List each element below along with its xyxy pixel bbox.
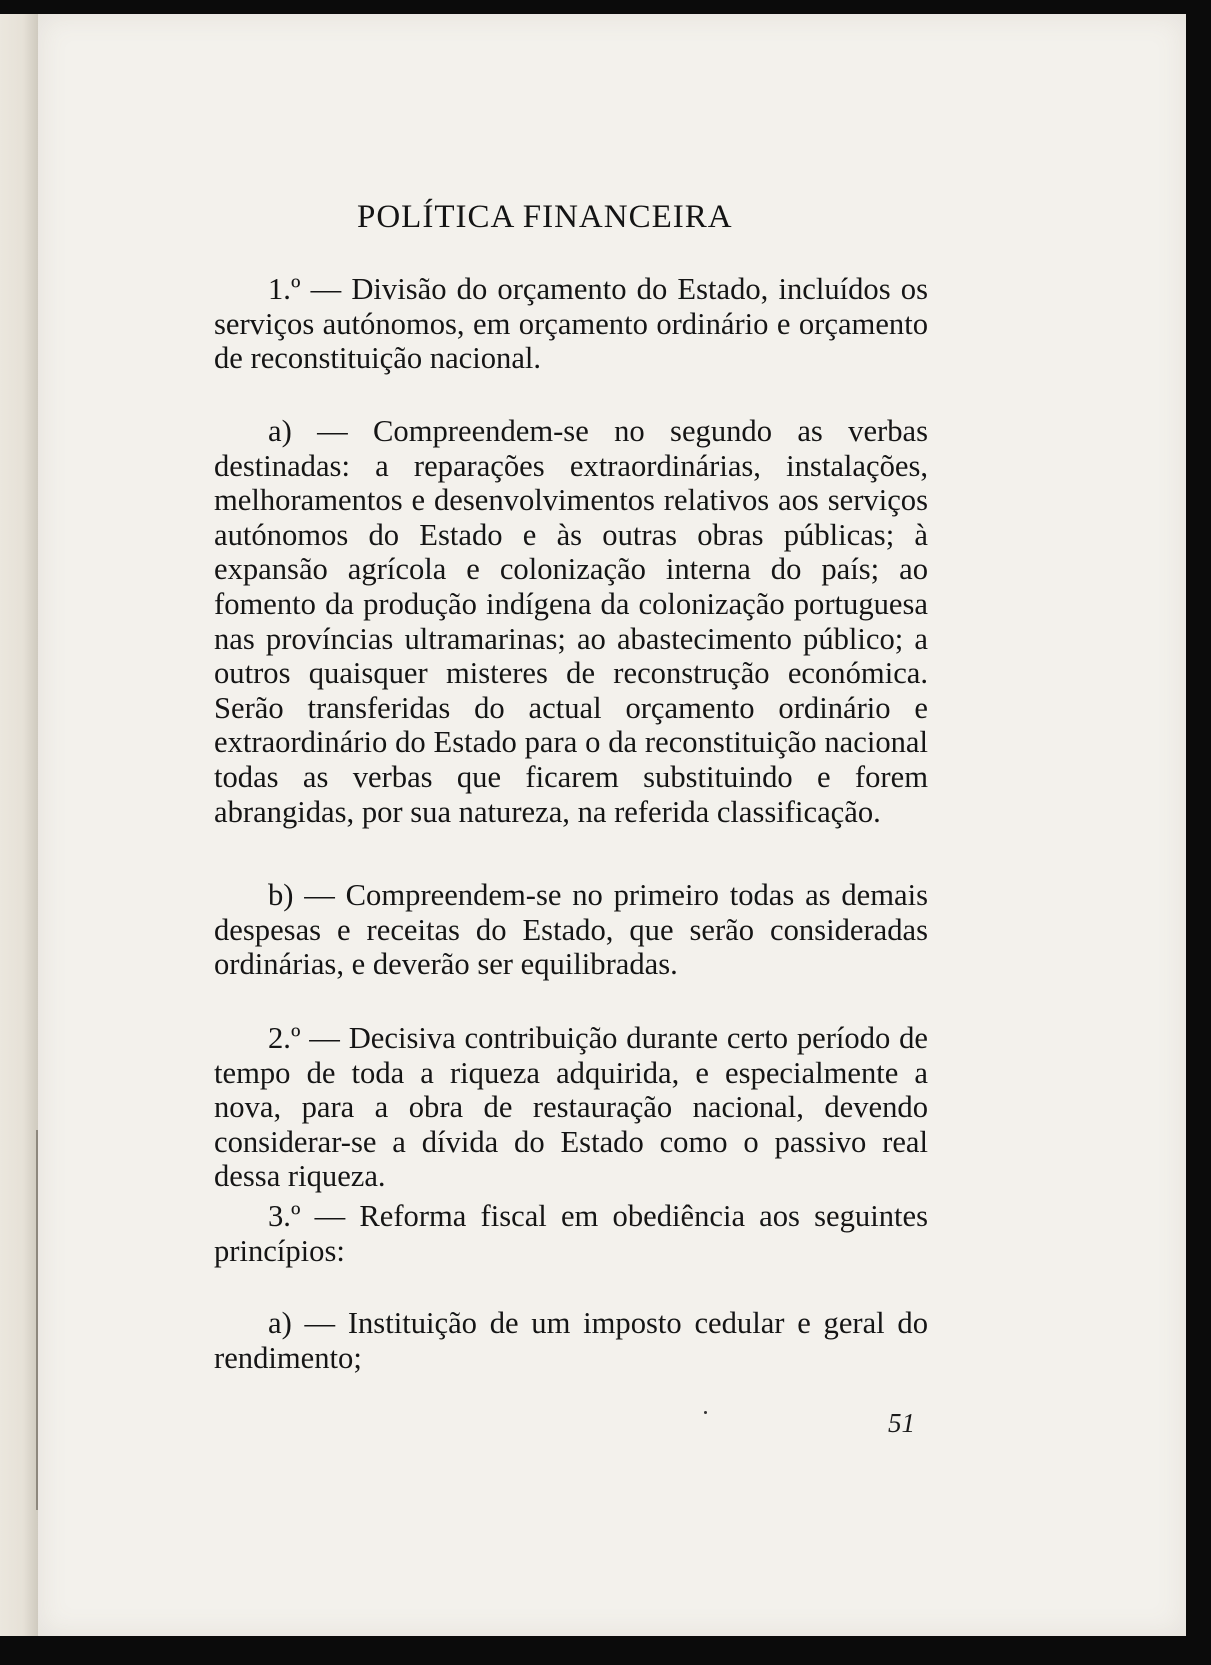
section-heading: POLÍTICA FINANCEIRA [357,199,733,235]
paragraph-1b: b) — Compreendem-se no primeiro todas as demais despesas e receitas do Estado, que serão consideradas ordinárias, e deverão ser equilibradas. [214,878,928,982]
paragraph-2: 2.º — Decisiva contribuição durante certo período de tempo de toda a riqueza adquirida, e especialmente a nova, para a obra de restauração nacional, devendo considerar-se a dívida do Estado como o passivo real dessa riqueza. [214,1021,928,1194]
paragraph-3: 3.º — Reforma fiscal em obediência aos seguintes princípios: [214,1199,928,1268]
ink-speck [704,1411,707,1414]
page-number: 51 [888,1408,915,1438]
paragraph-1a: a) — Compreendem-se no segundo as verbas destinadas: a reparações extraordinárias, instalações, melhoramentos e desenvolvimentos relativos aos serviços autónomos do Estado e às outras obras públicas; à expansão agrícola e colonização interna do país; ao fomento da produção indígena da colonização portuguesa nas províncias ultramarinas; ao abastecimento público; a outros quaisquer misteres de reconstrução económica. Serão transferidas do actual orçamento ordinário e extraordinário do Estado para o da reconstituição nacional todas as verbas que ficarem substituindo e forem abrangidas, por sua natureza, na referida classificação. [214,414,928,829]
paragraph-1: 1.º — Divisão do orçamento do Estado, incluídos os serviços autónomos, em orçamento ordinário e orçamento de reconstituição nacional. [214,272,928,376]
paragraph-3a: a) — Instituição de um imposto cedular e geral do rendimento; [214,1306,928,1375]
